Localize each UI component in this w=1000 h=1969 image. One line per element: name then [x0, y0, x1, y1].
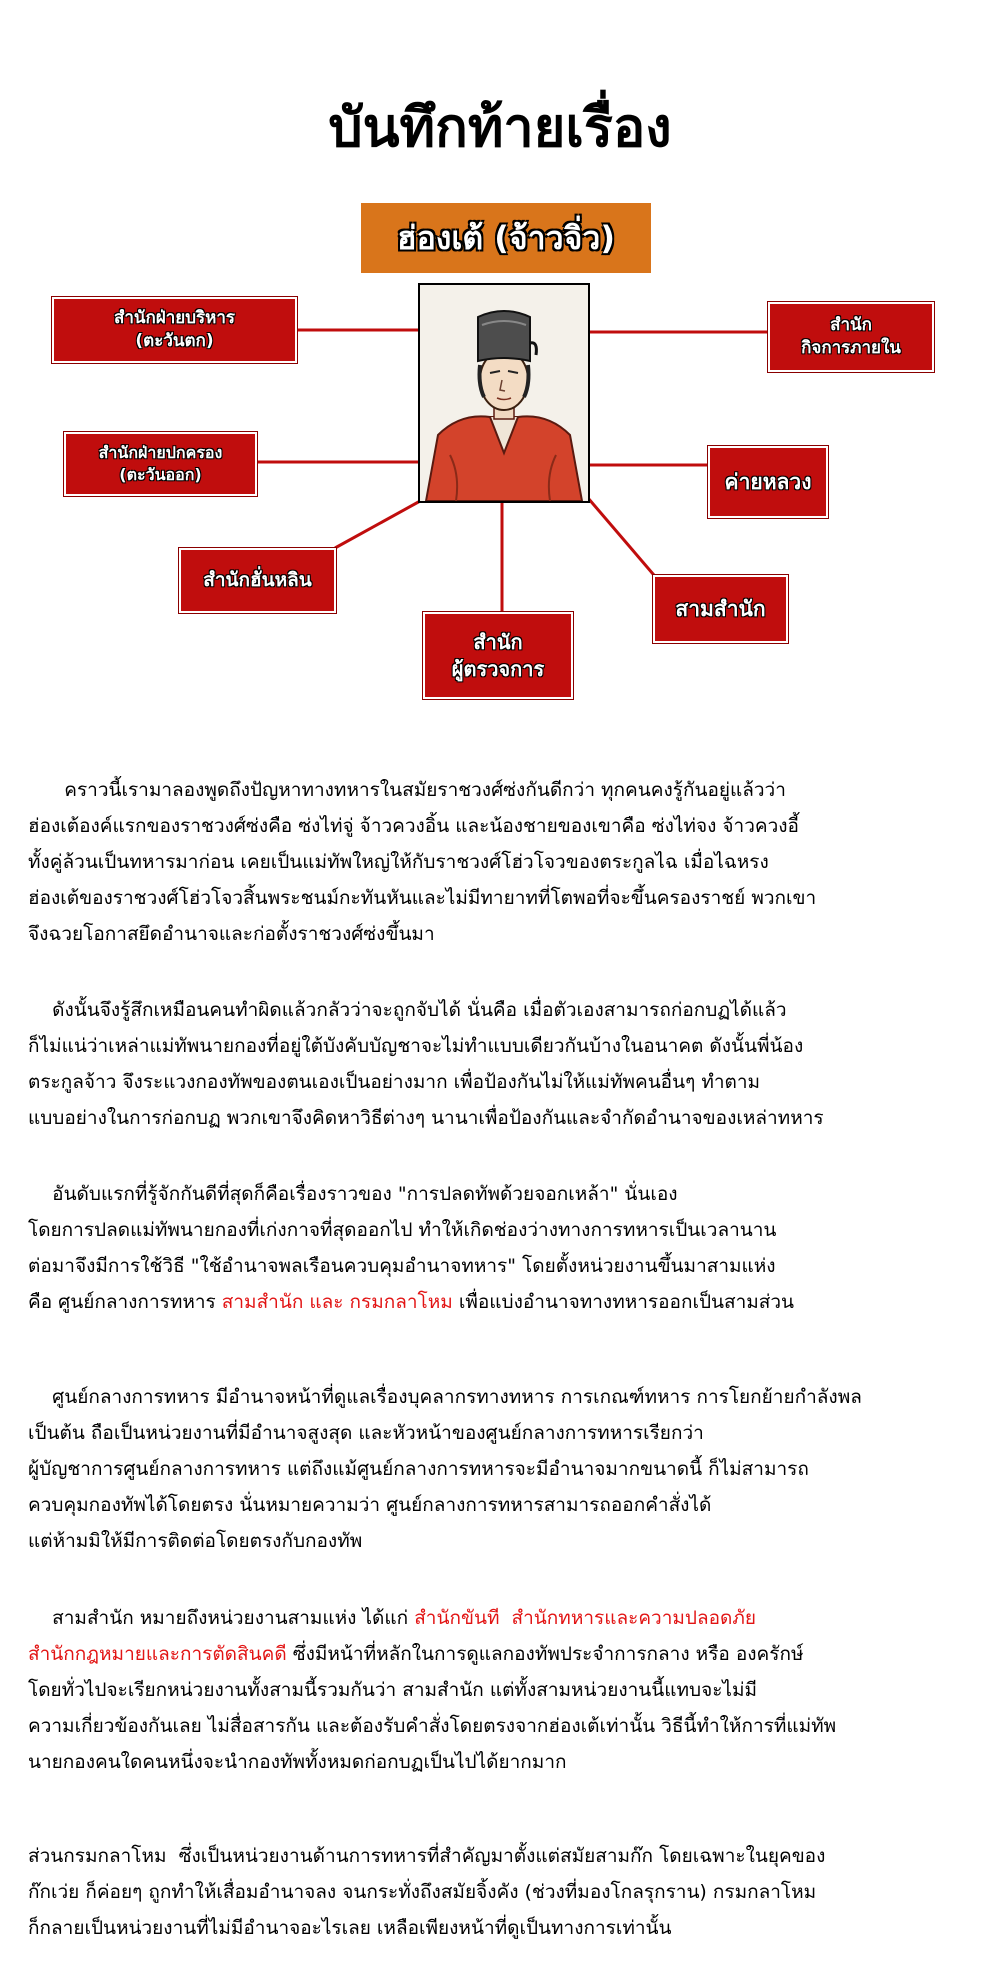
branch-gov-east-line1: สำนักฝ่ายปกครอง [98, 443, 223, 463]
paragraph-2-line: แบบอย่างในการก่อกบฏ พวกเขาจึงคิดหาวิธีต่างๆ นานาเพื่อป้องกันและจำกัดอำนาจของเหล่าทหาร [28, 1107, 824, 1129]
paragraph-3-line: ต่อมาจึงมีการใช้วิธี "ใช้อำนาจพลเรือนควบคุมอำนาจทหาร" โดยตั้งหน่วยงานขึ้นมาสามแห่ง [28, 1255, 776, 1277]
paragraph-6-line: ก็กลายเป็นหน่วยงานที่ไม่มีอำนาจอะไรเลย เหลือเพียงหน้าที่ดูเป็นทางการเท่านั้น [28, 1917, 672, 1939]
paragraph-5-line [28, 1600, 988, 1636]
paragraph-5-highlight-1: สำนักขันที สำนักทหารและความปลอดภัย [414, 1607, 756, 1629]
branch-three-offices-line1: สามสำนัก [675, 596, 766, 621]
branch-admin-west-line1: สำนักฝ่ายบริหาร [113, 308, 236, 329]
paragraph-1-line: จึงฉวยโอกาสยึดอำนาจและก่อตั้งราชวงศ์ซ่งขึ้นมา [28, 923, 435, 945]
paragraph-2-line: ดังนั้นจึงรู้สึกเหมือนคนทำผิดแล้วกลัวว่าจะถูกจับได้ นั่นคือ เมื่อตัวเองสามารถก่อกบฏได้แล้ว [28, 999, 787, 1021]
paragraph-5-line: นายกองคนใดคนหนึ่งจะนำกองทัพทั้งหมดก่อกบฏเป็นไปได้ยากมาก [28, 1751, 567, 1773]
branch-inner-affairs [768, 302, 934, 372]
paragraph-4-line: ผู้บัญชาการศูนย์กลางการทหาร แต่ถึงแม้ศูนย์กลางการทหารจะมีอำนาจมากขนาดนี้ ก็ไม่สามารถ [28, 1458, 809, 1480]
paragraph-5-suffix: ซึ่งมีหน้าที่หลักในการดูแลกองทัพประจำการกลาง หรือ องครักษ์ [286, 1643, 804, 1665]
emperor-portrait [418, 283, 590, 503]
paragraph-3-prefix: คือ ศูนย์กลางการทหาร [28, 1291, 222, 1313]
branch-three-offices [653, 575, 788, 643]
emperor-box: ฮ่องเต้ (จ้าวจิ่ว) [361, 203, 651, 273]
paragraph-6-line: ก๊กเว่ย ก็ค่อยๆ ถูกทำให้เสื่อมอำนาจลง จนกระทั่งถึงสมัยจิ้งคัง (ช่วงที่มองโกลรุกราน) กรมกลาโหม [28, 1881, 817, 1903]
paragraph-3-highlight: สามสำนัก และ กรมกลาโหม [221, 1291, 453, 1313]
paragraph-2-line: ตระกูลจ้าว จึงระแวงกองทัพของตนเองเป็นอย่างมาก เพื่อป้องกันไม่ให้แม่ทัพคนอื่นๆ ทำตาม [28, 1071, 761, 1093]
connector-hanlin [335, 500, 422, 548]
branch-admin-west-line2: (ตะวันตก) [135, 331, 214, 351]
paragraph-3-line: โดยการปลดแม่ทัพนายกองที่เก่งกาจที่สุดออกไป ทำให้เกิดช่องว่างทางการทหารเป็นเวลานาน [28, 1219, 777, 1241]
paragraph-5-line: โดยทั่วไปจะเรียกหน่วยงานทั้งสามนี้รวมกันว่า สามสำนัก แต่ทั้งสามหน่วยงานนี้แทบจะไม่มี [28, 1679, 758, 1701]
branch-royal-camp-line1: ค่ายหลวง [724, 469, 812, 494]
paragraph-1-line: คราวนี้เรามาลองพูดถึงปัญหาทางทหารในสมัยราชวงศ์ซ่งกันดีกว่า ทุกคนคงรู้กันอยู่แล้วว่า [28, 779, 786, 801]
branch-gov-east-line2: (ตะวันออก) [119, 465, 202, 484]
branch-inner-affairs-line2: กิจการภายใน [801, 338, 901, 358]
paragraph-2-line: ก็ไม่แน่ว่าเหล่าแม่ทัพนายกองที่อยู่ใต้บังคับบัญชาจะไม่ทำแบบเดียวกันบ้างในอนาคต ดังนั้นพี่น้อง [28, 1035, 804, 1057]
paragraph-4-line: แต่ห้ามมิให้มีการติดต่อโดยตรงกับกองทัพ [28, 1530, 363, 1552]
branch-inspector-line2: ผู้ตรวจการ [451, 656, 545, 681]
paragraph-1 [28, 772, 988, 952]
paragraph-4-line: ศูนย์กลางการทหาร มีอำนาจหน้าที่ดูแลเรื่องบุคลากรทางทหาร การเกณฑ์ทหาร การโยกย้ายกำลังพล [28, 1386, 862, 1408]
paragraph-6 [28, 1838, 988, 1946]
paragraph-5-highlight-2: สำนักกฎหมายและการตัดสินคดี [28, 1643, 287, 1665]
paragraph-6-line: ส่วนกรมกลาโหม ซึ่งเป็นหน่วยงานด้านการทหารที่สำคัญมาตั้งแต่สมัยสามก๊ก โดยเฉพาะในยุคของ [28, 1845, 826, 1867]
branch-inner-affairs-line1: สำนัก [830, 315, 872, 336]
paragraph-1-line: ฮ่องเต้องค์แรกของราชวงศ์ซ่งคือ ซ่งไท่จู่ จ้าวควงอิ้น และน้องชายของเขาคือ ซ่งไท่จง จ้าวควงอี้ [28, 815, 799, 837]
paragraph-4-line: ควบคุมกองทัพได้โดยตรง นั่นหมายความว่า ศูนย์กลางการทหารสามารถออกคำสั่งได้ [28, 1494, 712, 1516]
branch-admin-west [52, 297, 297, 363]
paragraph-5 [28, 1600, 988, 1780]
paragraph-2 [28, 992, 988, 1136]
paragraph-4-line: เป็นต้น ถือเป็นหน่วยงานที่มีอำนาจสูงสุด และหัวหน้าของศูนย์กลางการทหารเรียกว่า [28, 1422, 704, 1444]
paragraph-4 [28, 1379, 988, 1559]
paragraph-3-suffix: เพื่อแบ่งอำนาจทางทหารออกเป็นสามส่วน [452, 1291, 795, 1313]
branch-gov-east [64, 432, 257, 496]
paragraph-3-line [28, 1284, 988, 1320]
paragraph-5-line [28, 1636, 988, 1672]
paragraph-5-prefix: สามสำนัก หมายถึงหน่วยงานสามแห่ง ได้แก่ [28, 1607, 415, 1629]
branch-hanlin [179, 548, 336, 613]
page-title: บันทึกท้ายเรื่อง [328, 96, 672, 159]
branch-inspector [423, 612, 573, 699]
paragraph-5-line: ความเกี่ยวข้องกันเลย ไม่สื่อสารกัน และต้องรับคำสั่งโดยตรงจากฮ่องเต้เท่านั้น วิธีนี้ทำให้การที่แม่ทัพ [28, 1715, 837, 1737]
paragraph-3-line: อันดับแรกที่รู้จักกันดีที่สุดก็คือเรื่องราวของ "การปลดทัพด้วยจอกเหล้า" นั่นเอง [28, 1183, 678, 1205]
branch-royal-camp [708, 446, 828, 518]
branch-hanlin-line1: สำนักฮั่นหลิน [203, 568, 312, 591]
paragraph-1-line: ฮ่องเต้ของราชวงศ์โฮ่วโจวสิ้นพระชนม์กะทันหันและไม่มีทายาทที่โตพอที่จะขึ้นครองราชย์ พวกเขา [28, 887, 817, 909]
paragraph-3 [28, 1176, 988, 1320]
branch-inspector-line1: สำนัก [473, 629, 523, 654]
paragraph-1-line: ทั้งคู่ล้วนเป็นทหารมาก่อน เคยเป็นแม่ทัพใหญ่ให้กับราชวงศ์โฮ่วโจวของตระกูลไฉ เมื่อไฉหรง [28, 851, 769, 873]
emperor-figure-icon [420, 285, 588, 501]
